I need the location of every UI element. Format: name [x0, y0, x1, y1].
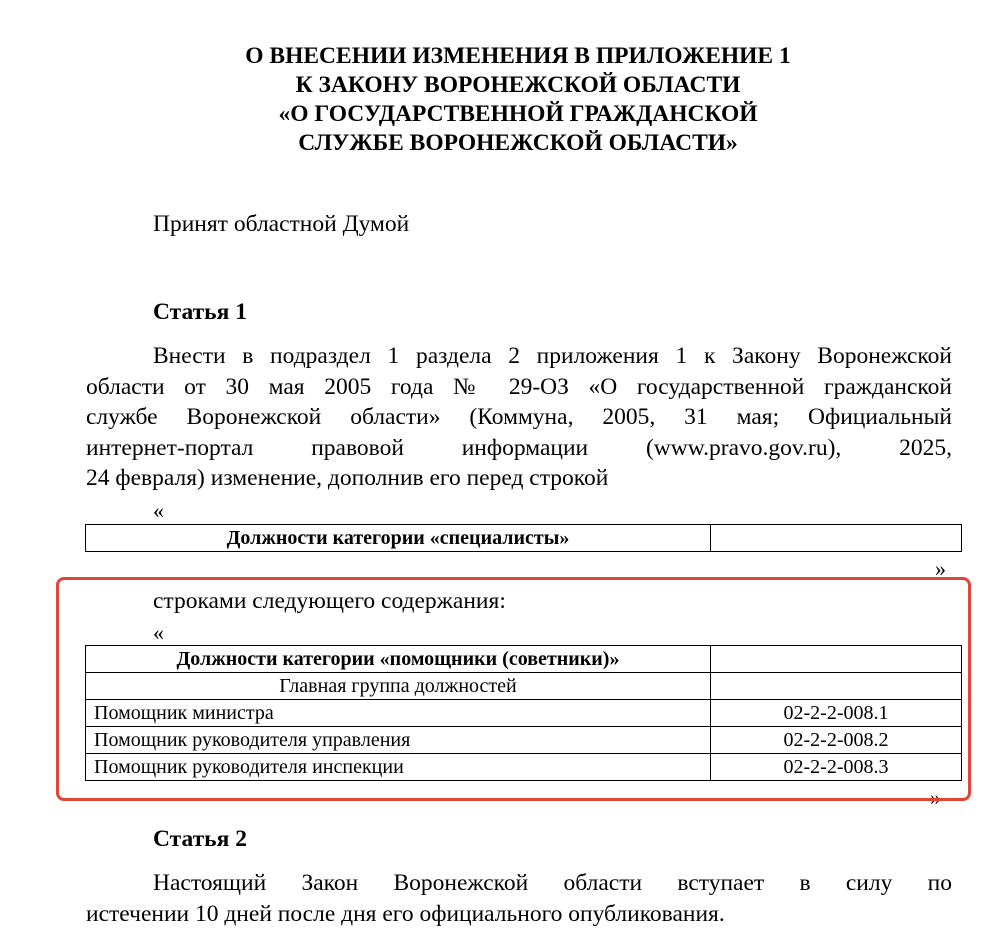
close-quote: » — [935, 556, 946, 581]
text-line: службе Воронежской области» (Коммуна, 2005, 31 мая; Официальный — [86, 404, 952, 431]
document-title — [0, 42, 1002, 158]
table-header-cell: Должности категории «помощники (советники)» — [86, 646, 711, 673]
text-line: Настоящий Закон Воронежской области вступает в силу по — [153, 870, 952, 896]
table-header-cell: Должности категории «специалисты» — [86, 525, 711, 552]
table-row — [86, 525, 962, 552]
highlight-box — [56, 577, 971, 801]
open-quote: « — [153, 498, 164, 523]
group-cell: Главная группа должностей — [86, 673, 711, 700]
adopted-by-line: Принят областной Думой — [153, 211, 410, 237]
title-line: О ВНЕСЕНИИ ИЗМЕНЕНИЯ В ПРИЛОЖЕНИЕ 1 — [245, 43, 791, 69]
text-line: 24 февраля) изменение, дополнив его перед строкой — [86, 465, 609, 492]
title-line: К ЗАКОНУ ВОРОНЕЖСКОЙ ОБЛАСТИ — [295, 72, 741, 98]
title-line: СЛУЖБЕ ВОРОНЕЖСКОЙ ОБЛАСТИ» — [298, 130, 738, 156]
position-code-cell: 02-2-2-008.2 — [711, 727, 962, 754]
close-quote: » — [930, 785, 941, 810]
text-line: интернет-портал правовой информации (www.pravo.gov.ru), 2025, — [86, 434, 952, 461]
specialists-table — [85, 524, 962, 552]
article-1-heading: Статья 1 — [153, 299, 247, 325]
text-line: области от 30 мая 2005 года № 29-ОЗ «О государственной гражданской — [86, 373, 952, 400]
following-text: строками следующего содержания: — [153, 588, 506, 614]
open-quote: « — [153, 620, 164, 645]
text-line: истечении 10 дней после дня его официального опубликования. — [86, 900, 725, 927]
article-2-text — [86, 868, 952, 929]
position-code-cell: 02-2-2-008.1 — [711, 700, 962, 727]
position-code-cell: 02-2-2-008.3 — [711, 754, 962, 781]
position-name-cell: Помощник руководителя инспекции — [86, 754, 711, 781]
position-name-cell: Помощник руководителя управления — [86, 727, 711, 754]
table-header-code-cell — [711, 525, 962, 552]
position-name-cell: Помощник министра — [86, 700, 711, 727]
title-line: «О ГОСУДАРСТВЕННОЙ ГРАЖДАНСКОЙ — [278, 101, 758, 127]
text-line: Внести в подраздел 1 раздела 2 приложения 1 к Закону Воронежской — [153, 343, 952, 369]
article-2-heading: Статья 2 — [153, 826, 247, 852]
article-1-text — [86, 341, 952, 494]
